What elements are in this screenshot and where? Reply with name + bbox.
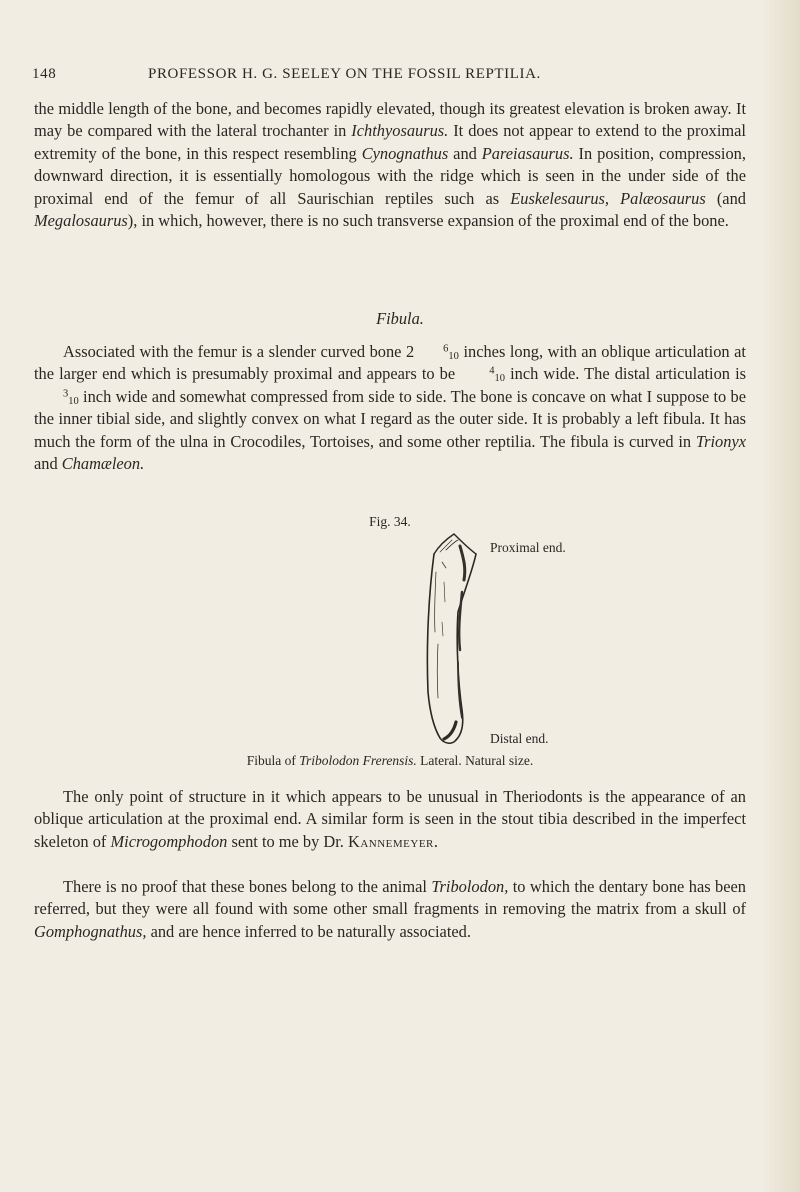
page-number: 148	[32, 66, 57, 82]
section-heading: Fibula.	[376, 309, 424, 328]
figure-caption	[0, 753, 780, 769]
text-run: ), in which, however, there is no such transverse expansion of the proximal end of the bone.	[127, 211, 729, 231]
text-run: It does not appear to extend to the proximal extremity of the bone, in this respect resembling	[34, 121, 746, 163]
taxon-name: Chamæleon.	[61, 454, 145, 474]
text-run: sent to me by Dr.	[227, 831, 348, 851]
taxon-name: Gomphognathus,	[34, 921, 147, 941]
fraction: $^4_{10}$	[489, 365, 505, 385]
fibula-bone-illustration	[420, 532, 486, 752]
text-run: the middle length of the bone, and becomes rapidly elevated, though its greatest elevation is broken away. It may be compared with the lateral trochanter in	[34, 99, 746, 141]
taxon-name: Pareiasaurus.	[481, 143, 574, 163]
distal-end-label: Distal end.	[490, 731, 549, 746]
paragraph-1	[34, 98, 746, 232]
paragraph-3	[34, 786, 746, 853]
caption-suffix: Lateral. Natural size.	[416, 753, 534, 768]
figure-label: Fig. 34.	[369, 514, 411, 529]
person-name: Kannemeyer	[347, 831, 434, 851]
fraction: $^6_{10}$	[443, 343, 459, 363]
paragraph-2	[34, 341, 746, 475]
text-run: In position, compression, downward direction, it is essentially homologous with the ridge which is seen in the under side of the proximal end of the femur of all Saurischian reptiles such as	[34, 143, 746, 208]
header-title: PROFESSOR H. G. SEELEY ON THE FOSSIL REPTILIA.	[148, 66, 541, 82]
text-run: and are hence inferred to be naturally associated.	[146, 921, 471, 941]
caption-taxon: Tribolodon Frerensis.	[299, 753, 417, 768]
text-run: inch wide. The distal articulation is	[504, 364, 746, 384]
fraction: $^3_{10}$	[63, 388, 79, 407]
text-run: (and	[705, 188, 746, 208]
text-run: inch wide and somewhat compressed from side to side. The bone is concave on what I suppose to be the inner tibial side, and slightly convex on what I regard as the outer side. It is probably a left fibula. It has much the form of the ulna in Crocodiles, Tortoises, and some other reptilia. The fibula is curved in	[34, 386, 746, 451]
text-run: There is no proof that these bones belong to the animal	[63, 877, 432, 896]
taxon-name: Megalosaurus	[34, 211, 128, 231]
text-run: and	[448, 143, 482, 163]
text-run: inches long, with an oblique articulation at the larger end which is presumably proximal and appears to be	[34, 342, 746, 384]
taxon-name: Trionyx	[695, 431, 746, 451]
caption-prefix: Fibula of	[246, 753, 300, 768]
text-run: Associated with the femur is a slender curved bone 2	[63, 342, 415, 361]
taxon-name: Tribolodon,	[431, 877, 509, 896]
proximal-end-label: Proximal end.	[490, 540, 566, 555]
taxon-name: Euskelesaurus, Palæosaurus	[510, 188, 706, 208]
taxon-name: Cynognathus	[361, 143, 449, 163]
text-run: The only point of structure in it which appears to be unusual in Theriodonts is the appearance of an oblique articulation at the proximal end. A similar form is seen in the stout tibia described in the imperfect skeleton of	[34, 787, 746, 851]
text-run: .	[433, 831, 438, 851]
taxon-name: Microgomphodon	[110, 831, 228, 851]
text-run: to which the dentary bone has been referred, but they were all found with some other small fragments in removing the matrix from a skull of	[34, 877, 746, 919]
running-head	[32, 66, 740, 90]
taxon-name: Ichthyosaurus.	[351, 121, 449, 141]
text-run: and	[34, 454, 62, 474]
page-edge-shading	[760, 0, 800, 1192]
paragraph-4	[34, 876, 746, 943]
